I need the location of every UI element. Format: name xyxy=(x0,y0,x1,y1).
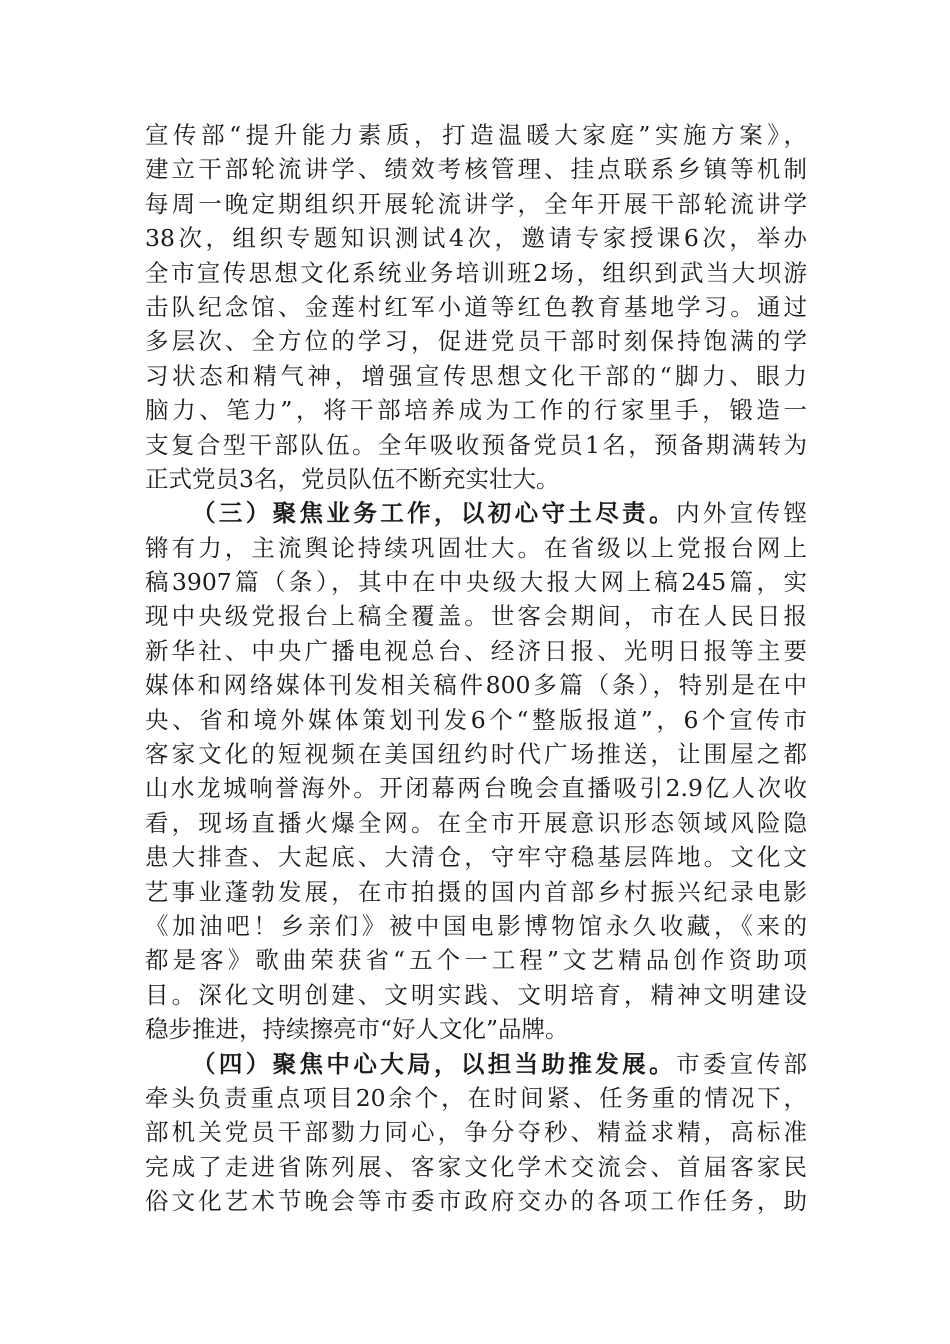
text-line: 习状态和精气神，增强宣传思想文化干部的“脚力、眼力 xyxy=(145,361,807,390)
text-line: 全市宣传思想文化系统业务培训班2场，组织到武当大坝游 xyxy=(145,258,807,287)
text-line: 媒体和网络媒体刊发相关稿件800多篇（条），特别是在中 xyxy=(145,671,807,700)
text-line: 正式党员3名，党员队伍不断充实壮大。 xyxy=(145,464,560,493)
text-line: 现中央级党报台上稿全覆盖。世客会期间，市在人民日报 xyxy=(145,602,807,631)
text-line: 央、省和境外媒体策划刊发6个“整版报道”，6个宣传市 xyxy=(145,705,807,734)
text-line: 患大排查、大起底、大清仓，守牢守稳基层阵地。文化文 xyxy=(145,843,807,872)
paragraph-business-work xyxy=(145,496,807,1046)
text-line: 部机关党员干部勠力同心，争分夺秒、精益求精，高标准 xyxy=(145,1118,807,1147)
paragraph-first-line xyxy=(145,496,807,530)
paragraph-first-line xyxy=(145,1047,807,1081)
text-line: 目。深化文明创建、文明实践、文明培育，精神文明建设 xyxy=(145,980,807,1009)
text-line: 稳步推进，持续擦亮市“好人文化”品牌。 xyxy=(145,1015,569,1044)
text-line: 38次，组织专题知识测试4次，邀请专家授课6次，举办 xyxy=(145,224,807,253)
text-span: 内外宣传铿 xyxy=(675,499,807,528)
text-line: 山水龙城响誉海外。开闭幕两台晚会直播吸引2.9亿人次收 xyxy=(145,774,807,803)
text-line: 宣传部“提升能力素质，打造温暖大家庭”实施方案》， xyxy=(145,121,807,149)
text-line: 锵有力，主流舆论持续巩固壮大。在省级以上党报台网上 xyxy=(145,533,807,562)
text-line: 看，现场直播火爆全网。在全市开展意识形态领域风险隐 xyxy=(145,808,807,837)
text-line: 每周一晚定期组织开展轮流讲学，全年开展干部轮流讲学 xyxy=(145,189,807,218)
text-line: 支复合型干部队伍。全年吸收预备党员1名，预备期满转为 xyxy=(145,430,807,459)
paragraph-central-tasks xyxy=(145,1047,807,1219)
document-page xyxy=(145,118,807,1219)
text-line: 牵头负责重点项目20余个，在时间紧、任务重的情况下， xyxy=(145,1083,807,1112)
text-line: 完成了走进省陈列展、客家文化学术交流会、首届客家民 xyxy=(145,1152,807,1181)
paragraph-training xyxy=(145,118,807,496)
section-heading-4: （四）聚焦中心大局，以担当助推发展。 xyxy=(192,1049,676,1078)
text-line: 俗文化艺术节晚会等市委市政府交办的各项工作任务，助 xyxy=(145,1187,807,1216)
text-line: 脑力、笔力”，将干部培养成为工作的行家里手，锻造一 xyxy=(145,396,807,425)
section-heading-3: （三）聚焦业务工作，以初心守土尽责。 xyxy=(192,499,676,528)
text-line: 多层次、全方位的学习，促进党员干部时刻保持饱满的学 xyxy=(145,327,807,356)
text-span: 市委宣传部 xyxy=(675,1049,807,1078)
text-line: 稿3907篇（条），其中在中央级大报大网上稿245篇，实 xyxy=(145,568,807,597)
text-line: 建立干部轮流讲学、绩效考核管理、挂点联系乡镇等机制 xyxy=(145,155,807,184)
text-line: 都是客》歌曲荣获省“五个一工程”文艺精品创作资助项 xyxy=(145,946,807,975)
text-line: 客家文化的短视频在美国纽约时代广场推送，让围屋之都 xyxy=(145,740,807,769)
text-line: 艺事业蓬勃发展，在市拍摄的国内首部乡村振兴纪录电影 xyxy=(145,877,807,906)
text-line: 新华社、中央广播电视总台、经济日报、光明日报等主要 xyxy=(145,636,807,665)
text-line: 《加油吧！乡亲们》被中国电影博物馆永久收藏，《来的 xyxy=(145,911,807,940)
text-line: 击队纪念馆、金莲村红军小道等红色教育基地学习。通过 xyxy=(145,292,807,321)
